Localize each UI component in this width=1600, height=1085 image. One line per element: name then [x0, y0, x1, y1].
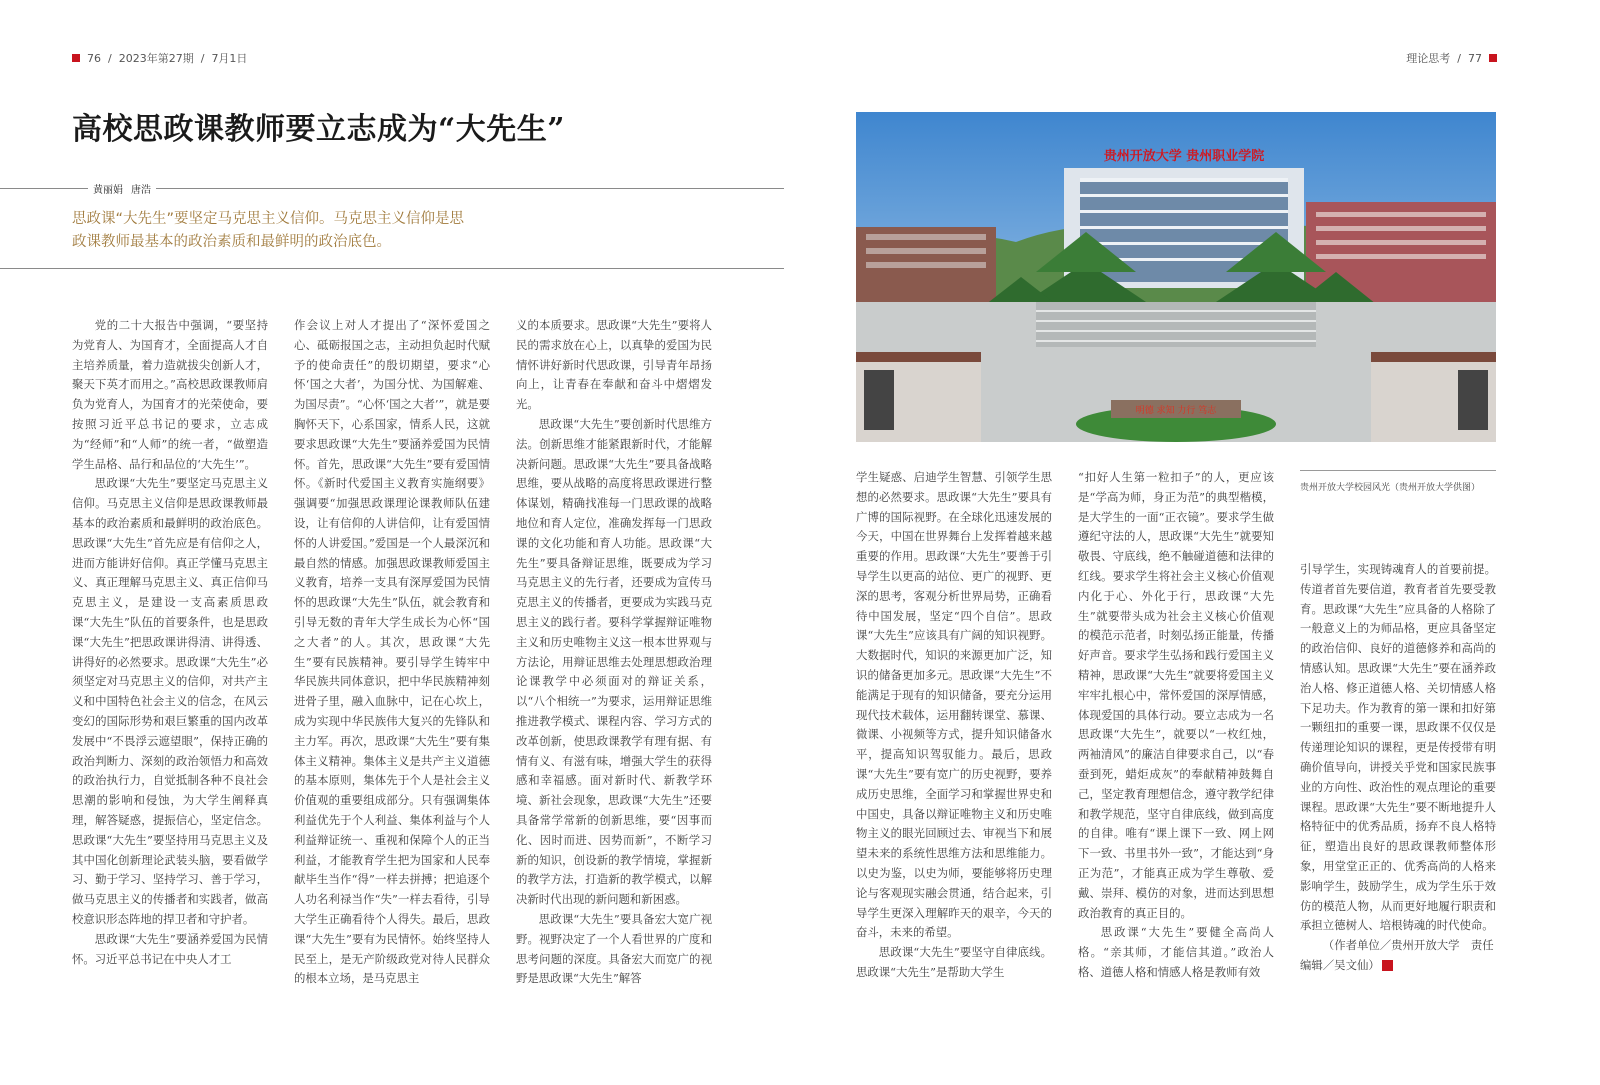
stone-inscription: 明德 求知 力行 笃志 — [1135, 406, 1217, 416]
end-mark-icon: D — [1382, 960, 1393, 971]
text-column-4 — [856, 468, 1052, 998]
lead-rule — [0, 268, 784, 269]
author-name: 黄丽娟 — [93, 185, 123, 196]
paragraph: 思政课“大先生”要坚定马克思主义信仰。马克思主义信仰是思政课教师最基本的政治素质和最鲜明的政治底色。思政课“大先生”首先应是有信仰之人，进而方能讲好信仰。真正学懂马克思主义、真正理解马克思主义、真正信仰马克思主义，是建设一支高素质思政课“大先生”队伍的首要条件，也是思政课“大先生”把思政课讲得清、讲得透、讲得好的必然要求。思政课“大先生”必须坚定对马克思主义的信仰，对共产主义和中国特色社会主义的信念，在风云变幻的国际形势和艰巨繁重的国内改革发展中“不畏浮云遮望眼”，保持正确的政治判断力、深刻的政治领悟力和高效的政治执行力，自觉抵制各种不良社会思潮的影响和侵蚀，为大学生阐释真理，解答疑惑，提振信心，坚定信念。思政课“大先生”要坚持用马克思主义及其中国化创新理论武装头脑，要看做学习、勤于学习、坚持学习、善于学习，做马克思主义的传播者和实践者，做高校意识形态阵地的捍卫者和守护者。 — [72, 476, 268, 926]
text-column-6 — [1300, 560, 1496, 1000]
header-right: 理论思考 / 77 — [1406, 50, 1497, 66]
paragraph: “扣好人生第一粒扣子”的人，更应该是“学高为师，身正为范”的典型楷模，是大学生的一面“正衣镜”。要求学生做遵纪守法的人，思政课“大先生”就要知敬畏、守底线，绝不触碰道德和法律的红线。要求学生将社会主义核心价值观内化于心、外化于行，思政课“大先生”就要带头成为社会主义核心价值观的模范示范者，时刻弘扬正能量，传播好声音。要求学生弘扬和践行爱国主义精神，思政课“大先生”就要将爱国主义牢牢扎根心中，常怀爱国的深厚情感，体现爱国的具体行动。要立志成为一名思政课“大先生”，就要以“一枚红烛，两袖清风”的廉洁自律要求自己，以“春蚕到死，蜡炬成灰”的奉献精神鼓舞自己，坚定教育理想信念，遵守教学纪律和教学规范，坚守自律底线，做到高度的自律。唯有“课上课下一致、网上网下一致、书里书外一致”，才能达到“身正为范”，才能真正成为学生尊敬、爱戴、崇拜、模仿的对象，进而达到思想政治教育的真正目的。 — [1078, 470, 1274, 920]
caption-rule — [1300, 470, 1496, 471]
paragraph: 思政课“大先生”要创新时代思维方法。创新思维才能紧跟新时代，才能解决新问题。思政课“大先生”要具备战略思维，要从战略的高度将思政课进行整体谋划，精确找准每一门思政课的战略地位和育人定位，准确发挥每一门思政课的文化功能和育人功能。思政课“大先生”要具备辩证思维，既要成为学习马克思主义的先行者，还要成为宣传马克思主义的传播者，更要成为实践马克思主义的践行者。要科学掌握辩证唯物主义和历史唯物主义这一根本世界观与方法论，用辩证思维去处理思想政治理论课教学中必须面对的辩证关系，以“八个相统一”为要求，运用辩证思维推进教学模式、课程内容、学习方式的改革创新，使思政课教学有理有据、有情有义、有滋有味，增强大学生的获得感和幸福感。面对新时代、新教学环境、新社会现象，思政课“大先生”还要具备常学常新的创新思维，要“因事而化、因时而进、因势而新”，不断学习新的知识，创设新的教学情境，掌握新的教学方法，打造新的教学模式，以解决新时代出现的新问题和新困惑。 — [516, 416, 712, 907]
paragraph: 思政课“大先生”要健全高尚人格。“亲其师，才能信其道。”政治人格、道德人格和情感人格是教师有效 — [1078, 925, 1274, 979]
campus-photo — [856, 112, 1496, 442]
campus-sign-text: 贵州开放大学 贵州职业学院 — [1103, 149, 1265, 164]
page-number-right: 77 — [1468, 51, 1482, 65]
paragraph: 思政课“大先生”要具备宏大宽广视野。视野决定了一个人看世界的广度和思考问题的深度。具备宏大而宽广的视野是思政课“大先生”解答 — [516, 911, 712, 986]
author-line — [88, 181, 156, 196]
text-column-3 — [516, 316, 712, 998]
paragraph: 作会议上对人才提出了“深怀爱国之心、砥砺报国之志，主动担负起时代赋予的使命责任”的殷切期望，要求“心怀‘国之大者’，为国分忧、为国解难、为国尽责”。“心怀‘国之大者’”，就是要胸怀天下，心系国家，情系人民，这就要求思政课“大先生”要涵养爱国为民情怀。首先，思政课“大先生”要有爱国情怀。《新时代爱国主义教育实施纲要》强调要“加强思政课理论课教师队伍建设，让有信仰的人讲信仰，让有爱国情怀的人讲爱国。”爱国是一个人最深沉和最自然的情感。加强思政课教师爱国主义教育，培养一支具有深厚爱国为民情怀的思政课“大先生”队伍，就会教育和引导无数的青年大学生成长为心怀“国之大者”的人。其次，思政课“大先生”要有民族精神。要引导学生铸牢中华民族共同体意识，把中华民族精神刻进骨子里，融入血脉中，记在心坎上，成为实现中华民族伟大复兴的先锋队和主力军。再次，思政课“大先生”要有集体主义精神。集体主义是共产主义道德的基本原则，集体先于个人是社会主义价值观的重要组成部分。只有强调集体利益优先于个人利益、集体利益与个人利益辩证统一、重视和保障个人的正当利益，才能教育学生把为国家和人民奉献毕生当作“得”一样去拼搏；把追逐个人功名利禄当作“失”一样去看待，引导大学生正确看待个人得失。最后，思政课“大先生”要有为民情怀。始终坚持人民至上，是无产阶级政党对待人民群众的根本立场，是马克思主 — [294, 318, 490, 986]
page-number-left: 76 — [87, 51, 101, 65]
paragraph: 思政课“大先生”要涵养爱国为民情怀。习近平总书记在中央人才工 — [72, 931, 268, 966]
lead-paragraph: 思政课“大先生”要坚定马克思主义信仰。马克思主义信仰是思 政课教师最基本的政治素质和最鲜明的政治底色。 — [72, 211, 465, 250]
header-left: 76 / 2023年第27期 / 7月1日 — [72, 50, 247, 66]
red-square-icon — [72, 54, 80, 62]
text-column-2 — [294, 316, 490, 998]
section-label: 理论思考 — [1406, 52, 1451, 65]
author-name: 唐浩 — [131, 185, 151, 196]
paragraph: 学生疑惑、启迪学生智慧、引领学生思想的必然要求。思政课“大先生”要具有广博的国际视野。在全球化迅速发展的今天，中国在世界舞台上发挥着越来越重要的作用。思政课“大先生”要善于引导学生以更高的站位、更广的视野、更深的思考，客观分析世界局势，正确看待中国发展，坚定“四个自信”。思政课“大先生”应该具有广阔的知识视野。大数据时代，知识的来源更加广泛，知识的储备更加多元。思政课“大先生”不能满足于现有的知识储备，要充分运用现代技术载体，运用翻转课堂、慕课、微课、小视频等方式，提升知识储备水平，提高知识驾驭能力。最后，思政课“大先生”要有宽广的历史视野，要养成历史思维，全面学习和掌握世界史和中国史，具备以辩证唯物主义和历史唯物主义的眼光回顾过去、审视当下和展望未来的系统性思维方法和思维能力。以史为鉴，以史为师，要能够将历史理论与客观现实融会贯通，结合起来，引导学生更深入理解昨天的艰辛，今天的奋斗，未来的希望。 — [856, 470, 1052, 940]
article-title: 高校思政课教师要立志成为“大先生” — [72, 112, 566, 147]
paragraph: 思政课“大先生”要坚守自律底线。思政课“大先生”是帮助大学生 — [856, 945, 1052, 979]
issue-date: 7月1日 — [211, 52, 248, 65]
paragraph: 义的本质要求。思政课“大先生”要将人民的需求放在心上，以真挚的爱国为民情怀讲好新时代思政课，引导青年昂扬向上，让青春在奉献和奋斗中熠熠发光。 — [516, 318, 712, 412]
paragraph: 党的二十大报告中强调，“要坚持为党育人、为国育才，全面提高人才自主培养质量，着力造就拔尖创新人才，聚天下英才而用之。”高校思政课教师肩负为党育人，为国育才的光荣使命，要按照习近平总书记的要求，立志成为“经师”和“人师”的统一者，“做塑造学生品格、品行和品位的‘大先生’”。 — [72, 318, 268, 471]
campus-illustration — [856, 112, 1496, 442]
photo-caption: 贵州开放大学校园风光（贵州开放大学供图） — [1300, 483, 1481, 493]
issue-label: 2023年第27期 — [118, 52, 194, 65]
paragraph: 引导学生，实现铸魂育人的首要前提。传道者首先要信道，教育者首先要受教育。思政课“大先生”应具备的人格除了一般意义上的为师品格，更应具备坚定的政治信仰、良好的道德修养和高尚的情感认知。思政课“大先生”要在涵养政治人格、修正道德人格、关切情感人格下足功夫。作为教育的第一课和扣好第一颗纽扣的重要一课，思政课不仅仅是传递理论知识的课程，更是传授带有明确价值导向，讲授关乎党和国家民族事业的方向性、政治性的观点理论的重要课程。思政课“大先生”要不断地提升人格特征中的优秀品质，扬弃不良人格特征，塑造出良好的思政课教师整体形象，用堂堂正正的、优秀高尚的人格来影响学生，鼓励学生，成为学生乐于效仿的模范人物，从而更好地履行职责和承担立德树人、培根铸魂的时代使命。 — [1300, 562, 1496, 933]
author-affiliation: （作者单位／贵州开放大学 责任编辑／吴文仙） D — [1300, 938, 1494, 972]
text-column-5 — [1078, 468, 1274, 998]
text-column-1 — [72, 316, 268, 998]
red-square-icon — [1489, 54, 1497, 62]
